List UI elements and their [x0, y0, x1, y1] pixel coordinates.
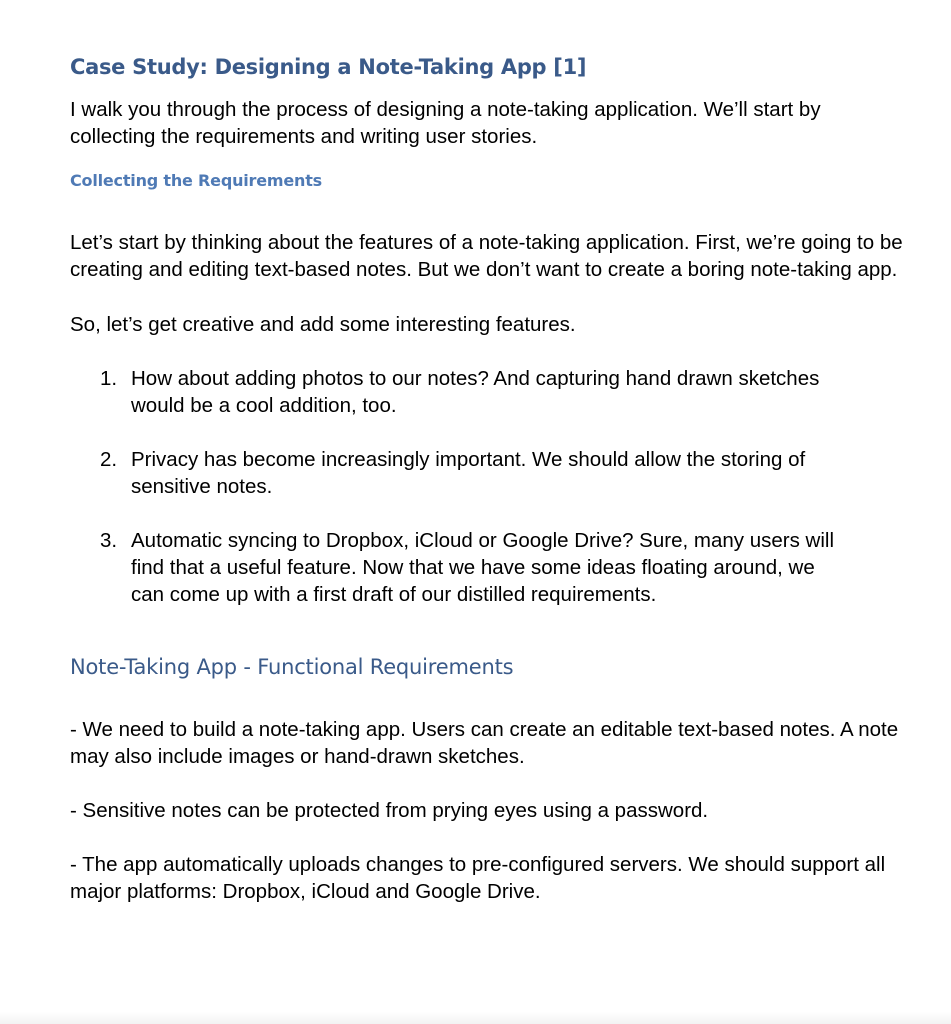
functional-requirement: - The app automatically uploads changes to pre-configured servers. We should support all major platforms: Dropbox, iCloud and Google Drive. [70, 853, 886, 903]
requirements-paragraph-1: Let’s start by thinking about the features of a note-taking application. First, we’re going to be creating and editing text-based notes. But we don’t want to create a boring note-taking app. [70, 231, 903, 281]
intro-paragraph: I walk you through the process of designing a note-taking application. We’ll start by collecting the requirements and writing user stories. [70, 98, 821, 148]
list-item-number: 3. [100, 529, 118, 552]
document-title: Case Study: Designing a Note-Taking App [1] [70, 55, 587, 79]
section-heading-collecting-requirements: Collecting the Requirements [70, 171, 322, 190]
list-item [100, 527, 911, 608]
page-bottom-edge [0, 1012, 951, 1024]
list-item [100, 446, 911, 500]
list-item-number: 2. [100, 448, 118, 471]
functional-requirement: - Sensitive notes can be protected from prying eyes using a password. [70, 799, 709, 822]
requirements-paragraph-2: So, let’s get creative and add some interesting features. [70, 313, 576, 336]
list-item-text: How about adding photos to our notes? And capturing hand drawn sketches would be a cool addition, too. [131, 367, 820, 417]
functional-requirement: - We need to build a note-taking app. Users can create an editable text-based notes. A note may also include images or hand-drawn sketches. [70, 718, 899, 768]
feature-list [70, 365, 911, 608]
list-item-text: Automatic syncing to Dropbox, iCloud or Google Drive? Sure, many users will find that a useful feature. Now that we have some ideas floating around, we can come up with a first draft of our distilled requirements. [131, 529, 834, 606]
list-item-text: Privacy has become increasingly important. We should allow the storing of sensitive notes. [131, 448, 806, 498]
list-item-number: 1. [100, 367, 118, 390]
section-heading-functional-requirements: Note-Taking App - Functional Requirements [70, 655, 514, 679]
list-item [100, 365, 911, 419]
